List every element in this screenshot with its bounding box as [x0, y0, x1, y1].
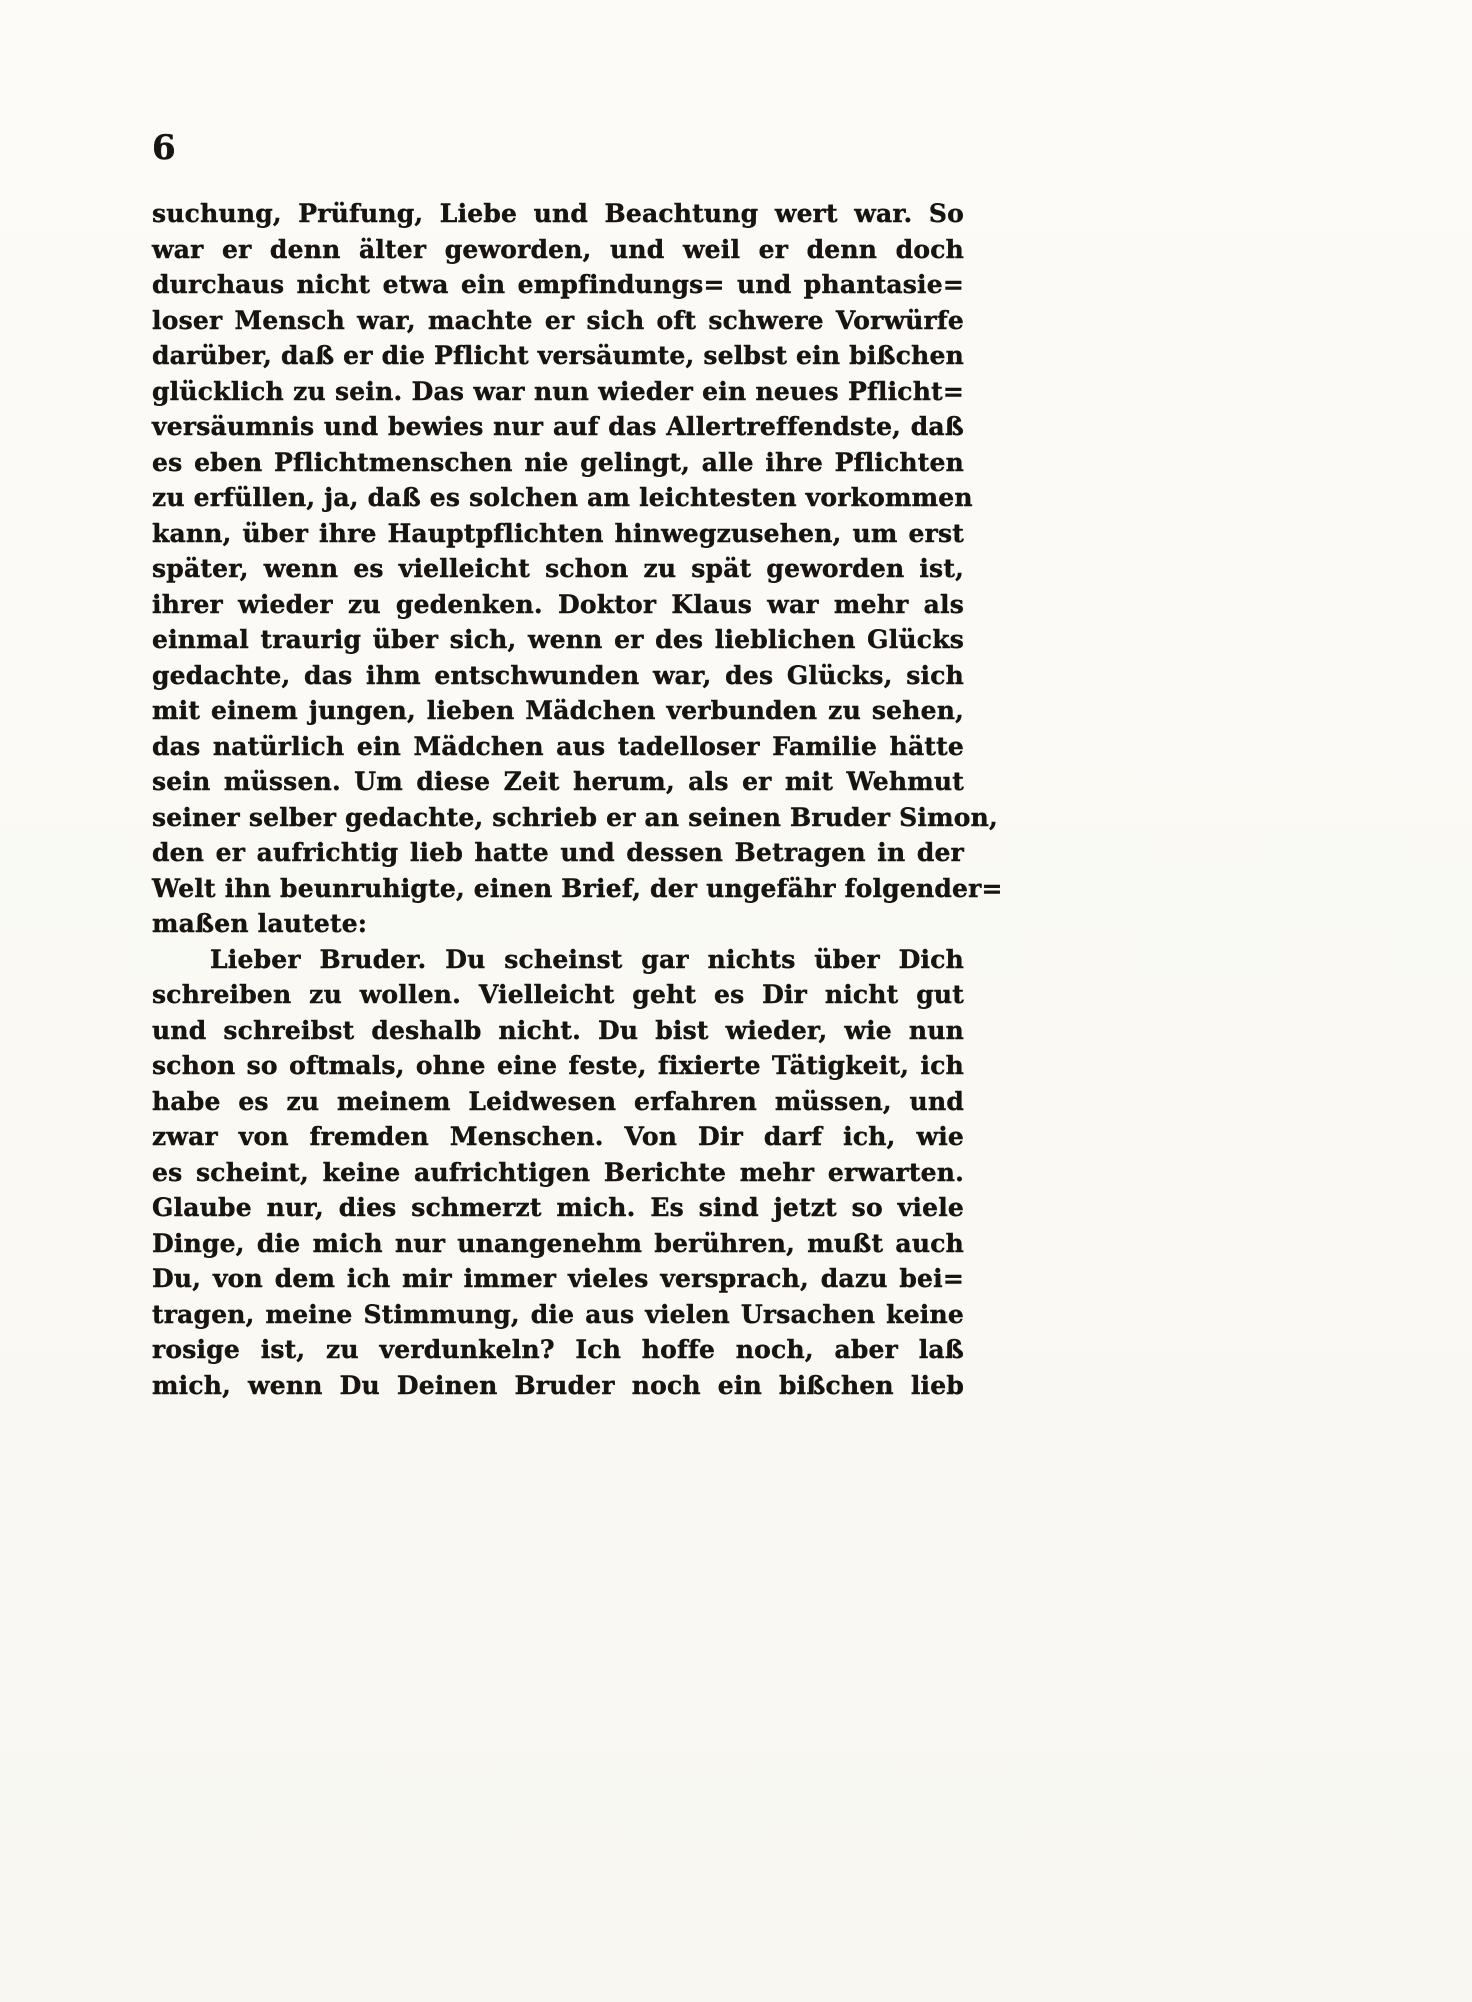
text-line: schreiben zu wollen. Vielleicht geht es Dir nicht gut [152, 980, 964, 1009]
text-line: suchung, Prüfung, Liebe und Beachtung wert war. So [152, 199, 964, 228]
text-line: darüber, daß er die Pflicht versäumte, selbst ein bißchen [152, 341, 964, 370]
text-line: war er denn älter geworden, und weil er denn doch [152, 234, 964, 264]
text-line: Du, von dem ich mir immer vieles versprach, dazu bei= [152, 1264, 964, 1293]
text-line: einmal traurig über sich, wenn er des lieblichen Glücks [152, 625, 964, 654]
text-line: kann, über ihre Hauptpflichten hinwegzusehen, um erst [152, 518, 964, 548]
text-line: loser Mensch war, machte er sich oft schwere Vorwürfe [152, 305, 964, 335]
text-line-paragraph-end: maßen lautete: [152, 909, 368, 938]
text-line: den er aufrichtig lieb hatte und dessen Betragen in der [152, 838, 964, 867]
text-line: schon so oftmals, ohne eine feste, fixierte Tätigkeit, ich [152, 1051, 964, 1080]
body-text [152, 196, 1003, 1403]
text-line: seiner selber gedachte, schrieb er an seinen Bruder Simon, [152, 802, 998, 832]
page-number: 6 [152, 128, 177, 168]
text-line: es eben Pflichtmenschen nie gelingt, alle ihre Pflichten [152, 447, 964, 477]
text-line: und schreibst deshalb nicht. Du bist wieder, wie nun [152, 1015, 964, 1045]
text-line: es scheint, keine aufrichtigen Berichte mehr erwarten. [152, 1157, 964, 1187]
text-line: zu erfüllen, ja, daß es solchen am leichtesten vorkommen [152, 483, 973, 512]
text-line: sein müssen. Um diese Zeit herum, als er mit Wehmut [152, 767, 964, 796]
text-line: habe es zu meinem Leidwesen erfahren müssen, und [152, 1086, 964, 1116]
text-line-paragraph-start: Lieber Bruder. Du scheinst gar nichts über Dich [210, 944, 964, 974]
text-line: zwar von fremden Menschen. Von Dir darf ich, wie [152, 1122, 964, 1151]
text-line: rosige ist, zu verdunkeln? Ich hoffe noch, aber laß [152, 1335, 964, 1364]
text-line: mich, wenn Du Deinen Bruder noch ein bißchen lieb [152, 1370, 964, 1400]
text-line: versäumnis und bewies nur auf das Allertreffendste, daß [152, 412, 964, 441]
text-line: später, wenn es vielleicht schon zu spät geworden ist, [152, 554, 964, 583]
text-line: glücklich zu sein. Das war nun wieder ein neues Pflicht= [152, 376, 964, 406]
text-line: Dinge, die mich nur unangenehm berühren, mußt auch [152, 1228, 964, 1258]
text-line: das natürlich ein Mädchen aus tadelloser Familie hätte [152, 731, 964, 761]
text-line: mit einem jungen, lieben Mädchen verbunden zu sehen, [152, 696, 964, 725]
text-line: durchaus nicht etwa ein empfindungs= und phantasie= [152, 270, 964, 299]
text-line: Glaube nur, dies schmerzt mich. Es sind jetzt so viele [152, 1193, 964, 1222]
text-line: gedachte, das ihm entschwunden war, des Glücks, sich [152, 660, 964, 690]
text-line: Welt ihn beunruhigte, einen Brief, der ungefähr folgender= [152, 873, 1003, 903]
text-line: tragen, meine Stimmung, die aus vielen Ursachen keine [152, 1299, 964, 1329]
text-line: ihrer wieder zu gedenken. Doktor Klaus war mehr als [152, 589, 964, 619]
